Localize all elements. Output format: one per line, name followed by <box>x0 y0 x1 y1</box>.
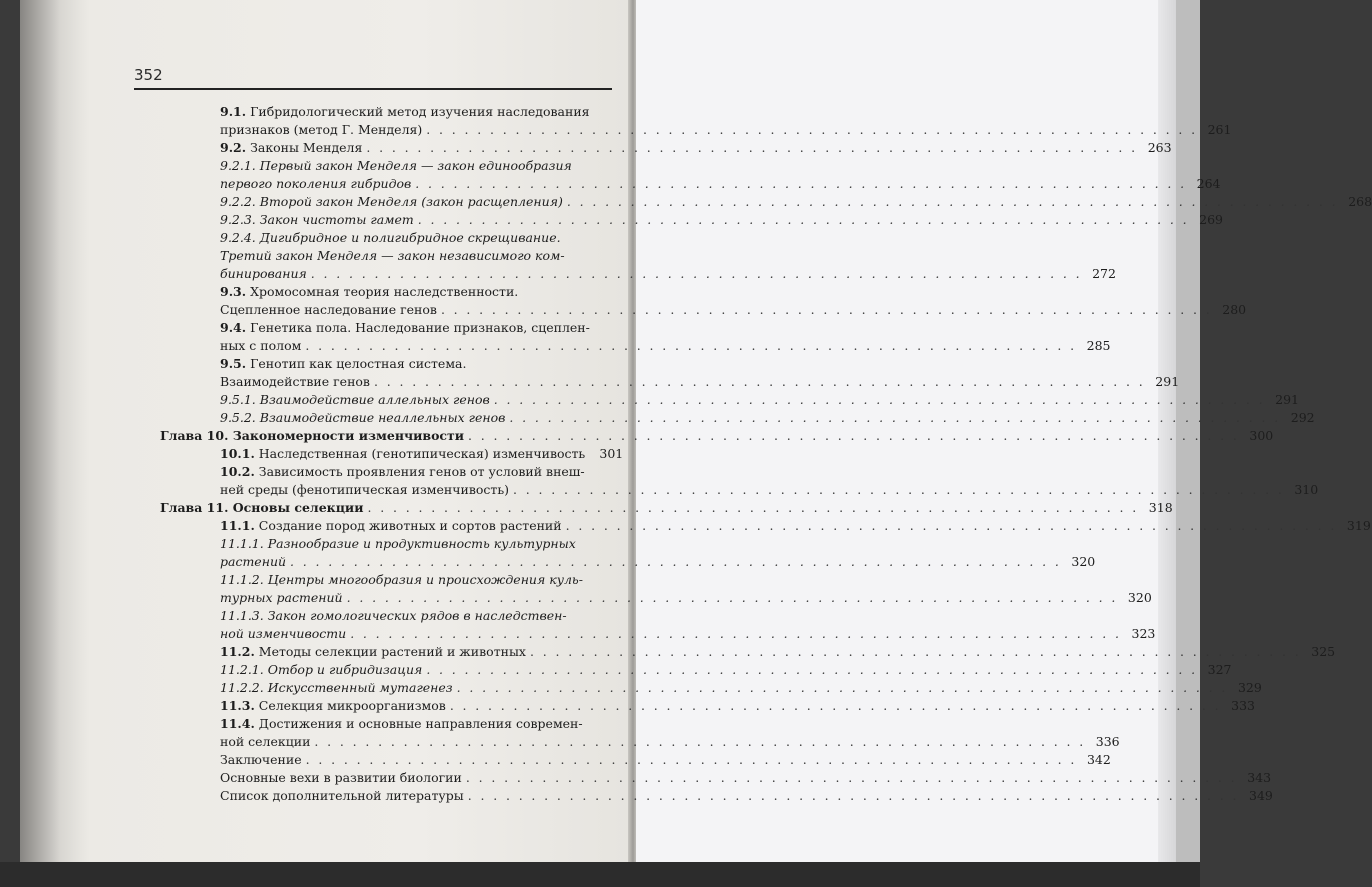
toc-entry-9-5: Взаимодействие генов . . . . . . . . . . . . . . . . . . . . . . . . . . . . . . . . . . . . . . . . . . . . . . . . . . . . . . . . . . . . . 291 <box>220 374 1180 389</box>
toc-entry-11-2-2: 11.2.2. Искусственный мутагенез . . . . . . . . . . . . . . . . . . . . . . . . . . . . . . . . . . . . . . . . . . . . . . . . . . . . . . . . . . . . . 329 <box>220 680 1262 695</box>
toc-entry-11-1-3-line1: 11.1.3. Закон гомологических рядов в наследствен- <box>220 608 567 623</box>
toc-entry-11-4: ной селекции . . . . . . . . . . . . . . . . . . . . . . . . . . . . . . . . . . . . . . . . . . . . . . . . . . . . . . . . . . . . . 336 <box>220 734 1120 749</box>
toc-entry-9-1-line1: 9.1. Гибридологический метод изучения наследования <box>220 104 590 119</box>
toc-entry-9-3: Сцепленное наследование генов . . . . . . . . . . . . . . . . . . . . . . . . . . . . . . . . . . . . . . . . . . . . . . . . . . . . . . . . . . . . . 280 <box>220 302 1247 317</box>
toc-entry-11-4-line1: 11.4. Достижения и основные направления современ- <box>220 716 583 731</box>
toc-entry-9-5-2: 9.5.2. Взаимодействие неаллельных генов . . . . . . . . . . . . . . . . . . . . . . . . . . . . . . . . . . . . . . . . . . . . . . . . . . . . . . . . . . . . . 292 <box>220 410 1315 425</box>
toc-chapter-11: Глава 11. Основы селекции . . . . . . . . . . . . . . . . . . . . . . . . . . . . . . . . . . . . . . . . . . . . . . . . . . . . . . . . . . . . . 318 <box>160 500 1173 515</box>
toc-entry-11-1: 11.1. Создание пород животных и сортов растений . . . . . . . . . . . . . . . . . . . . . . . . . . . . . . . . . . . . . . . . . . . . . . . . . . . . . . . . . . . . . 319 <box>220 518 1371 533</box>
toc-entry-9-1: признаков (метод Г. Менделя) . . . . . . . . . . . . . . . . . . . . . . . . . . . . . . . . . . . . . . . . . . . . . . . . . . . . . . . . . . . . . 261 <box>220 122 1232 137</box>
toc-entry-9-2-3: 9.2.3. Закон чистоты гамет . . . . . . . . . . . . . . . . . . . . . . . . . . . . . . . . . . . . . . . . . . . . . . . . . . . . . . . . . . . . . 269 <box>220 212 1223 227</box>
toc-entry-10-2: ней среды (фенотипическая изменчивость) . . . . . . . . . . . . . . . . . . . . . . . . . . . . . . . . . . . . . . . . . . . . . . . . . . . . . . . . . . . . . 310 <box>220 482 1319 497</box>
toc-entry-9-4: ных с полом . . . . . . . . . . . . . . . . . . . . . . . . . . . . . . . . . . . . . . . . . . . . . . . . . . . . . . . . . . . . . 285 <box>220 338 1111 353</box>
toc-entry-11-2: 11.2. Методы селекции растений и животных . . . . . . . . . . . . . . . . . . . . . . . . . . . . . . . . . . . . . . . . . . . . . . . . . . . . . . . . . . . . . 325 <box>220 644 1336 659</box>
toc-entry-milestones: Основные вехи в развитии биологии . . . . . . . . . . . . . . . . . . . . . . . . . . . . . . . . . . . . . . . . . . . . . . . . . . . . . . . . . . . . . 343 <box>220 770 1272 785</box>
toc-entry-bibliography: Список дополнительной литературы . . . . . . . . . . . . . . . . . . . . . . . . . . . . . . . . . . . . . . . . . . . . . . . . . . . . . . . . . . . . . 349 <box>220 788 1273 803</box>
page-number: 352 <box>134 66 163 84</box>
toc-entry-9-5-line1: 9.5. Генотип как целостная система. <box>220 356 467 371</box>
toc-entry-9-3-line1: 9.3. Хромосомная теория наследственности. <box>220 284 519 299</box>
toc-entry-11-1-3: ной изменчивости . . . . . . . . . . . . . . . . . . . . . . . . . . . . . . . . . . . . . . . . . . . . . . . . . . . . . . . . . . . . . 323 <box>220 626 1156 641</box>
toc-entry-conclusion: Заключение . . . . . . . . . . . . . . . . . . . . . . . . . . . . . . . . . . . . . . . . . . . . . . . . . . . . . . . . . . . . . 342 <box>220 752 1111 767</box>
toc-entry-11-3: 11.3. Селекция микроорганизмов . . . . . . . . . . . . . . . . . . . . . . . . . . . . . . . . . . . . . . . . . . . . . . . . . . . . . . . . . . . . . 333 <box>220 698 1255 713</box>
toc-entry-9-2-2: 9.2.2. Второй закон Менделя (закон расщепления) . . . . . . . . . . . . . . . . . . . . . . . . . . . . . . . . . . . . . . . . . . . . . . . . . . . . . . . . . . . . . 268 <box>220 194 1372 209</box>
toc-entry-11-1-1-line1: 11.1.1. Разнообразие и продуктивность культурных <box>220 536 576 551</box>
toc-entry-11-1-2-line1: 11.1.2. Центры многообразия и происхождения куль- <box>220 572 583 587</box>
toc-entry-9-2-1: первого поколения гибридов . . . . . . . . . . . . . . . . . . . . . . . . . . . . . . . . . . . . . . . . . . . . . . . . . . . . . . . . . . . . . 264 <box>220 176 1221 191</box>
toc-entry-10-1: 10.1. Наследственная (генотипическая) изменчивость 301 <box>220 446 624 461</box>
toc-entry-9-2-4-line2: Третий закон Менделя — закон независимого ком- <box>220 248 565 263</box>
toc-chapter-10: Глава 10. Закономерности изменчивости . . . . . . . . . . . . . . . . . . . . . . . . . . . . . . . . . . . . . . . . . . . . . . . . . . . . . . . . . . . . . 300 <box>160 428 1274 443</box>
toc-entry-10-2-line1: 10.2. Зависимость проявления генов от условий внеш- <box>220 464 585 479</box>
toc-entry-11-2-1: 11.2.1. Отбор и гибридизация . . . . . . . . . . . . . . . . . . . . . . . . . . . . . . . . . . . . . . . . . . . . . . . . . . . . . . . . . . . . . 327 <box>220 662 1232 677</box>
toc-entry-9-2: 9.2. Законы Менделя . . . . . . . . . . . . . . . . . . . . . . . . . . . . . . . . . . . . . . . . . . . . . . . . . . . . . . . . . . . . . 263 <box>220 140 1172 155</box>
toc-entry-9-2-4-line1: 9.2.4. Дигибридное и полигибридное скрещивание. <box>220 230 561 245</box>
toc-entry-9-2-1-line1: 9.2.1. Первый закон Менделя — закон единообразия <box>220 158 572 173</box>
toc-entry-11-1-1: растений . . . . . . . . . . . . . . . . . . . . . . . . . . . . . . . . . . . . . . . . . . . . . . . . . . . . . . . . . . . . . 320 <box>220 554 1096 569</box>
toc-entry-9-4-line1: 9.4. Генетика пола. Наследование признаков, сцеплен- <box>220 320 590 335</box>
toc-entry-9-2-4: бинирования . . . . . . . . . . . . . . . . . . . . . . . . . . . . . . . . . . . . . . . . . . . . . . . . . . . . . . . . . . . . . 272 <box>220 266 1116 281</box>
toc-entry-11-1-2: турных растений . . . . . . . . . . . . . . . . . . . . . . . . . . . . . . . . . . . . . . . . . . . . . . . . . . . . . . . . . . . . . 320 <box>220 590 1152 605</box>
toc-entry-9-5-1: 9.5.1. Взаимодействие аллельных генов . . . . . . . . . . . . . . . . . . . . . . . . . . . . . . . . . . . . . . . . . . . . . . . . . . . . . . . . . . . . . 291 <box>220 392 1299 407</box>
